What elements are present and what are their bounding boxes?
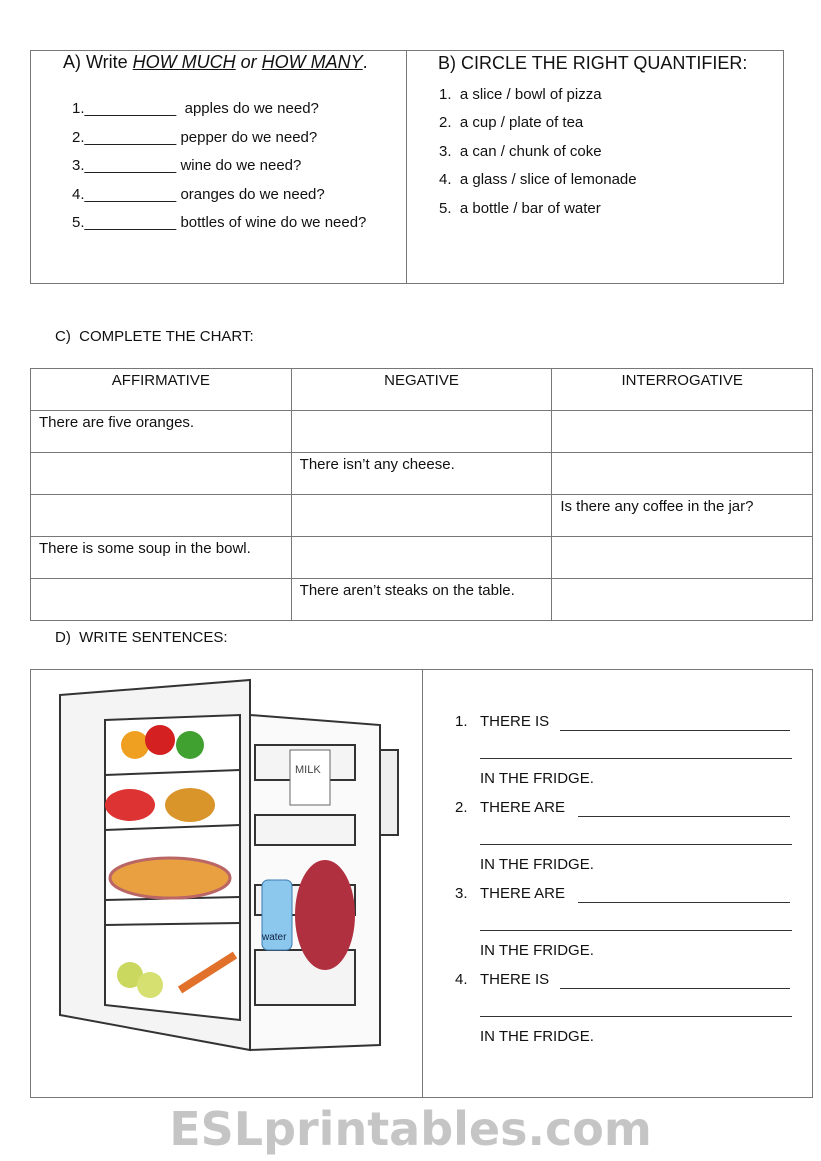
sentence-start: THERE IS — [480, 713, 550, 730]
chart-table — [30, 368, 813, 621]
answer-line[interactable] — [480, 844, 792, 845]
sentence-start: THERE ARE — [480, 885, 566, 902]
question-a-4: 4.___________ oranges do we need? — [72, 186, 325, 203]
table-cell[interactable] — [291, 411, 552, 453]
answer-line[interactable] — [480, 1016, 792, 1017]
question-b-2: 2. a cup / plate of tea — [439, 114, 584, 131]
question-b-3: 3. a can / chunk of coke — [439, 143, 602, 160]
table-cell[interactable] — [31, 495, 292, 537]
sentence-number: 1. — [455, 713, 468, 730]
sentence-end: IN THE FRIDGE. — [480, 942, 594, 959]
question-a-1: 1.___________ apples do we need? — [72, 100, 319, 117]
watermark: ESLprintables.com — [169, 1102, 652, 1156]
table-row — [31, 453, 813, 495]
sentence-end: IN THE FRIDGE. — [480, 770, 594, 787]
table-cell[interactable] — [291, 537, 552, 579]
how-much: HOW MUCH — [132, 52, 236, 72]
answer-line[interactable] — [578, 816, 790, 817]
table-cell[interactable]: There is some soup in the bowl. — [31, 537, 292, 579]
table-cell[interactable]: There isn’t any cheese. — [291, 453, 552, 495]
section-a-title — [63, 52, 368, 73]
table-cell[interactable] — [31, 453, 292, 495]
how-many: HOW MANY — [261, 52, 363, 72]
table-cell[interactable] — [552, 537, 813, 579]
question-a-3: 3.___________ wine do we need? — [72, 157, 302, 174]
table-cell[interactable] — [552, 579, 813, 621]
table-cell[interactable]: There are five oranges. — [31, 411, 292, 453]
title-prefix: A) Write — [63, 52, 133, 72]
question-b-4: 4. a glass / slice of lemonade — [439, 171, 637, 188]
or-text: or — [235, 52, 262, 72]
table-cell[interactable] — [291, 495, 552, 537]
milk-label: MILK — [295, 764, 321, 776]
question-a-5: 5.___________ bottles of wine do we need? — [72, 214, 367, 231]
sentence-number: 2. — [455, 799, 468, 816]
section-d-title: D) WRITE SENTENCES: — [55, 629, 228, 646]
table-row — [31, 495, 813, 537]
sentence-start: THERE ARE — [480, 799, 566, 816]
table-cell[interactable] — [31, 579, 292, 621]
table-header-row — [31, 369, 813, 411]
question-b-5: 5. a bottle / bar of water — [439, 200, 601, 217]
sentence-end: IN THE FRIDGE. — [480, 856, 594, 873]
period: . — [362, 52, 368, 72]
answer-line[interactable] — [578, 902, 790, 903]
answer-line[interactable] — [560, 988, 790, 989]
sentence-end: IN THE FRIDGE. — [480, 1028, 594, 1045]
question-a-2: 2.___________ pepper do we need? — [72, 129, 318, 146]
question-b-1: 1. a slice / bowl of pizza — [439, 86, 602, 103]
sentence-number: 3. — [455, 885, 468, 902]
table-row — [31, 537, 813, 579]
header-affirmative: AFFIRMATIVE — [31, 369, 292, 411]
table-cell[interactable] — [552, 453, 813, 495]
table-cell[interactable] — [552, 411, 813, 453]
section-b-title: B) CIRCLE THE RIGHT QUANTIFIER: — [438, 53, 748, 73]
fridge-illustration — [50, 675, 410, 1060]
table-row — [31, 411, 813, 453]
header-interrogative: INTERROGATIVE — [552, 369, 813, 411]
sentence-number: 4. — [455, 971, 468, 988]
water-label: water — [262, 932, 287, 943]
divider — [422, 669, 423, 1098]
header-negative: NEGATIVE — [291, 369, 552, 411]
table-cell[interactable]: There aren’t steaks on the table. — [291, 579, 552, 621]
table-cell[interactable]: Is there any coffee in the jar? — [552, 495, 813, 537]
answer-line[interactable] — [560, 730, 790, 731]
divider — [406, 50, 407, 284]
sentence-start: THERE IS — [480, 971, 550, 988]
answer-line[interactable] — [480, 758, 792, 759]
table-row — [31, 579, 813, 621]
answer-line[interactable] — [480, 930, 792, 931]
section-c-title: C) COMPLETE THE CHART: — [55, 328, 254, 345]
